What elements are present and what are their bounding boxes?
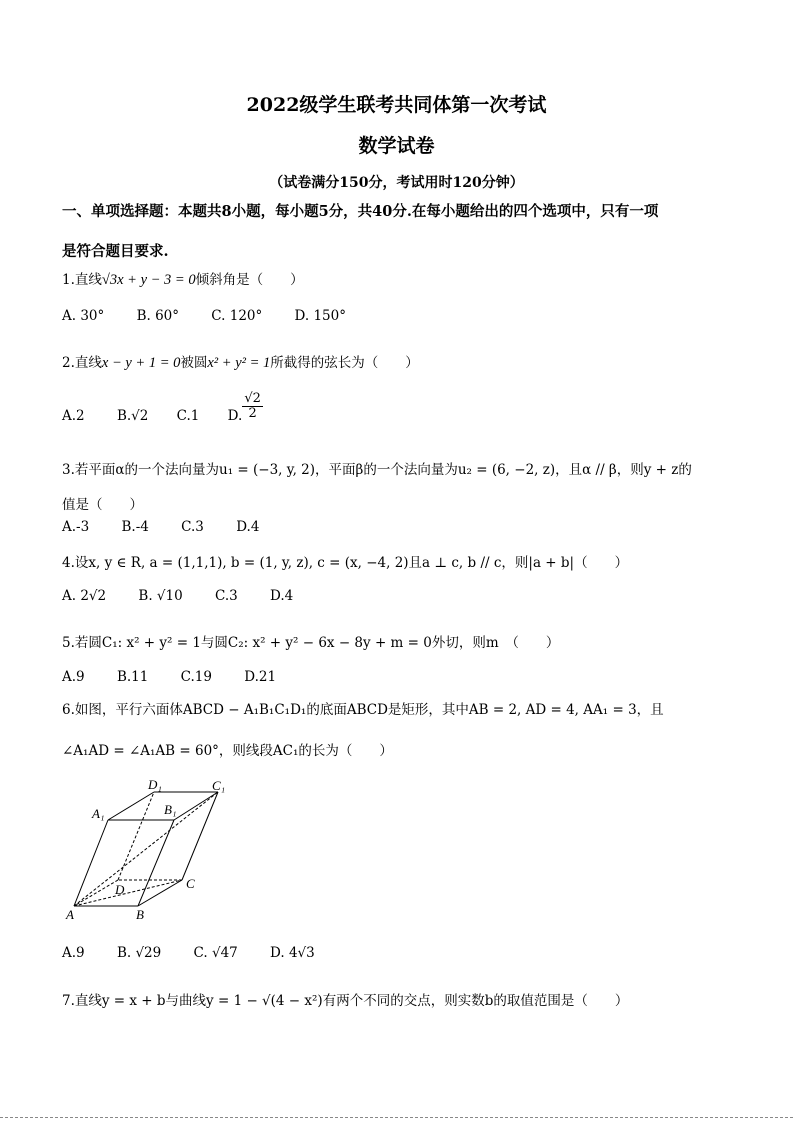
question-1 bbox=[62, 268, 304, 289]
q1-suffix: 倾斜角是（ ） bbox=[195, 272, 304, 288]
q2-option-d-numerator: √2 bbox=[244, 391, 261, 406]
q2-option-a: A.2 bbox=[62, 408, 85, 425]
section-heading-line2: 是符合题目要求. bbox=[62, 243, 169, 260]
q2-option-b: B.√2 bbox=[116, 408, 149, 425]
q5-option-c: C.19 bbox=[180, 669, 212, 685]
q3-option-a: A.-3 bbox=[62, 519, 90, 535]
question-6-line1: 6.如图，平行六面体ABCD − A₁B₁C₁D₁的底面ABCD是矩形，其中AB = 2, AD = 4, AA₁ = 3，且 bbox=[62, 702, 664, 718]
edge-b1c1 bbox=[174, 792, 218, 820]
q2-options bbox=[62, 391, 263, 425]
q4-options bbox=[62, 588, 321, 604]
parallelepiped-figure bbox=[62, 772, 242, 922]
label-d: D bbox=[115, 882, 125, 897]
label-c: C bbox=[186, 876, 195, 891]
q4-option-d: D.4 bbox=[270, 588, 294, 604]
q1-prefix: 1.直线 bbox=[62, 272, 102, 288]
q3-options bbox=[62, 519, 287, 535]
section-heading-line1: 一、单项选择题：本题共8小题，每小题5分，共40分.在每小题给出的四个选项中，只有一项 bbox=[62, 203, 659, 220]
q1-option-c: C. 120° bbox=[211, 308, 263, 324]
q2-option-c: C.1 bbox=[176, 408, 200, 425]
question-3-line2: 值是（ ） bbox=[62, 497, 143, 513]
q2-option-d-fraction bbox=[242, 392, 263, 422]
edge-da bbox=[74, 880, 118, 906]
q2-formula-line: x − y + 1 = 0 bbox=[101, 355, 181, 371]
label-a1: A₁ bbox=[92, 806, 105, 821]
q2-mid: 被圆 bbox=[180, 355, 208, 371]
q2-suffix: 所截得的弦长为（ ） bbox=[270, 355, 419, 371]
q2-formula-circle: x² + y² = 1 bbox=[207, 355, 271, 371]
label-a: A bbox=[66, 907, 74, 922]
q2-prefix: 2.直线 bbox=[62, 355, 102, 371]
label-b: B bbox=[136, 907, 144, 922]
q1-options bbox=[62, 308, 374, 324]
q3-option-c: C.3 bbox=[181, 519, 204, 535]
q6-options bbox=[62, 945, 343, 961]
q2-option-d bbox=[227, 391, 263, 425]
q5-options bbox=[62, 669, 304, 685]
q2-option-d-denominator: 2 bbox=[248, 406, 257, 422]
label-b1: B₁ bbox=[164, 802, 177, 817]
q6-option-c: C. √47 bbox=[193, 945, 238, 961]
q3-option-d: D.4 bbox=[236, 519, 260, 535]
edge-cc1 bbox=[182, 792, 218, 880]
q4-option-c: C.3 bbox=[215, 588, 238, 604]
question-3-line1: 3.若平面α的一个法向量为u₁ = (−3, y, 2)，平面β的一个法向量为u₂ = (6, −2, z)，且α // β，则y + z的 bbox=[62, 462, 692, 478]
exam-note: （试卷满分150分，考试用时120分钟） bbox=[269, 175, 524, 191]
question-6-line2: ∠A₁AD = ∠A₁AB = 60°，则线段AC₁的长为（ ） bbox=[62, 743, 393, 759]
label-c1: C₁ bbox=[212, 778, 226, 793]
q1-option-b: B. 60° bbox=[136, 308, 179, 324]
question-4: 4.设x, y ∈ R, a = (1,1,1), b = (1, y, z), c = (x, −4, 2)且a ⊥ c, b // c，则|a + b|（ ） bbox=[62, 555, 629, 571]
edge-dd1 bbox=[118, 792, 154, 880]
q3-option-b: B.-4 bbox=[121, 519, 149, 535]
q5-option-d: D.21 bbox=[244, 669, 277, 685]
edge-bc bbox=[138, 880, 182, 906]
q1-option-a: A. 30° bbox=[62, 308, 105, 324]
edge-d1a1 bbox=[108, 792, 154, 820]
q4-option-b: B. √10 bbox=[138, 588, 183, 604]
q5-option-b: B.11 bbox=[116, 669, 149, 685]
q1-formula: √3x + y − 3 = 0 bbox=[101, 272, 196, 288]
question-7: 7.直线y = x + b与曲线y = 1 − √(4 − x²)有两个不同的交点，则实数b的取值范围是（ ） bbox=[62, 993, 629, 1009]
exam-subtitle: 数学试卷 bbox=[358, 135, 435, 157]
question-5: 5.若圆C₁: x² + y² = 1与圆C₂: x² + y² − 6x − 8y + m = 0外切，则m （ ） bbox=[62, 635, 560, 651]
edge-bb1 bbox=[138, 820, 174, 906]
q6-option-d: D. 4√3 bbox=[270, 945, 315, 961]
q1-option-d: D. 150° bbox=[294, 308, 346, 324]
exam-title: 2022级学生联考共同体第一次考试 bbox=[246, 94, 547, 116]
q4-option-a: A. 2√2 bbox=[62, 588, 107, 604]
q6-option-b: B. √29 bbox=[116, 945, 162, 961]
q2-option-d-label: D. bbox=[227, 408, 243, 425]
q6-option-a: A.9 bbox=[62, 945, 85, 961]
q5-option-a: A.9 bbox=[62, 669, 85, 685]
page-bottom-rule bbox=[0, 1117, 793, 1118]
label-d1: D₁ bbox=[148, 777, 162, 792]
question-2 bbox=[62, 351, 419, 372]
